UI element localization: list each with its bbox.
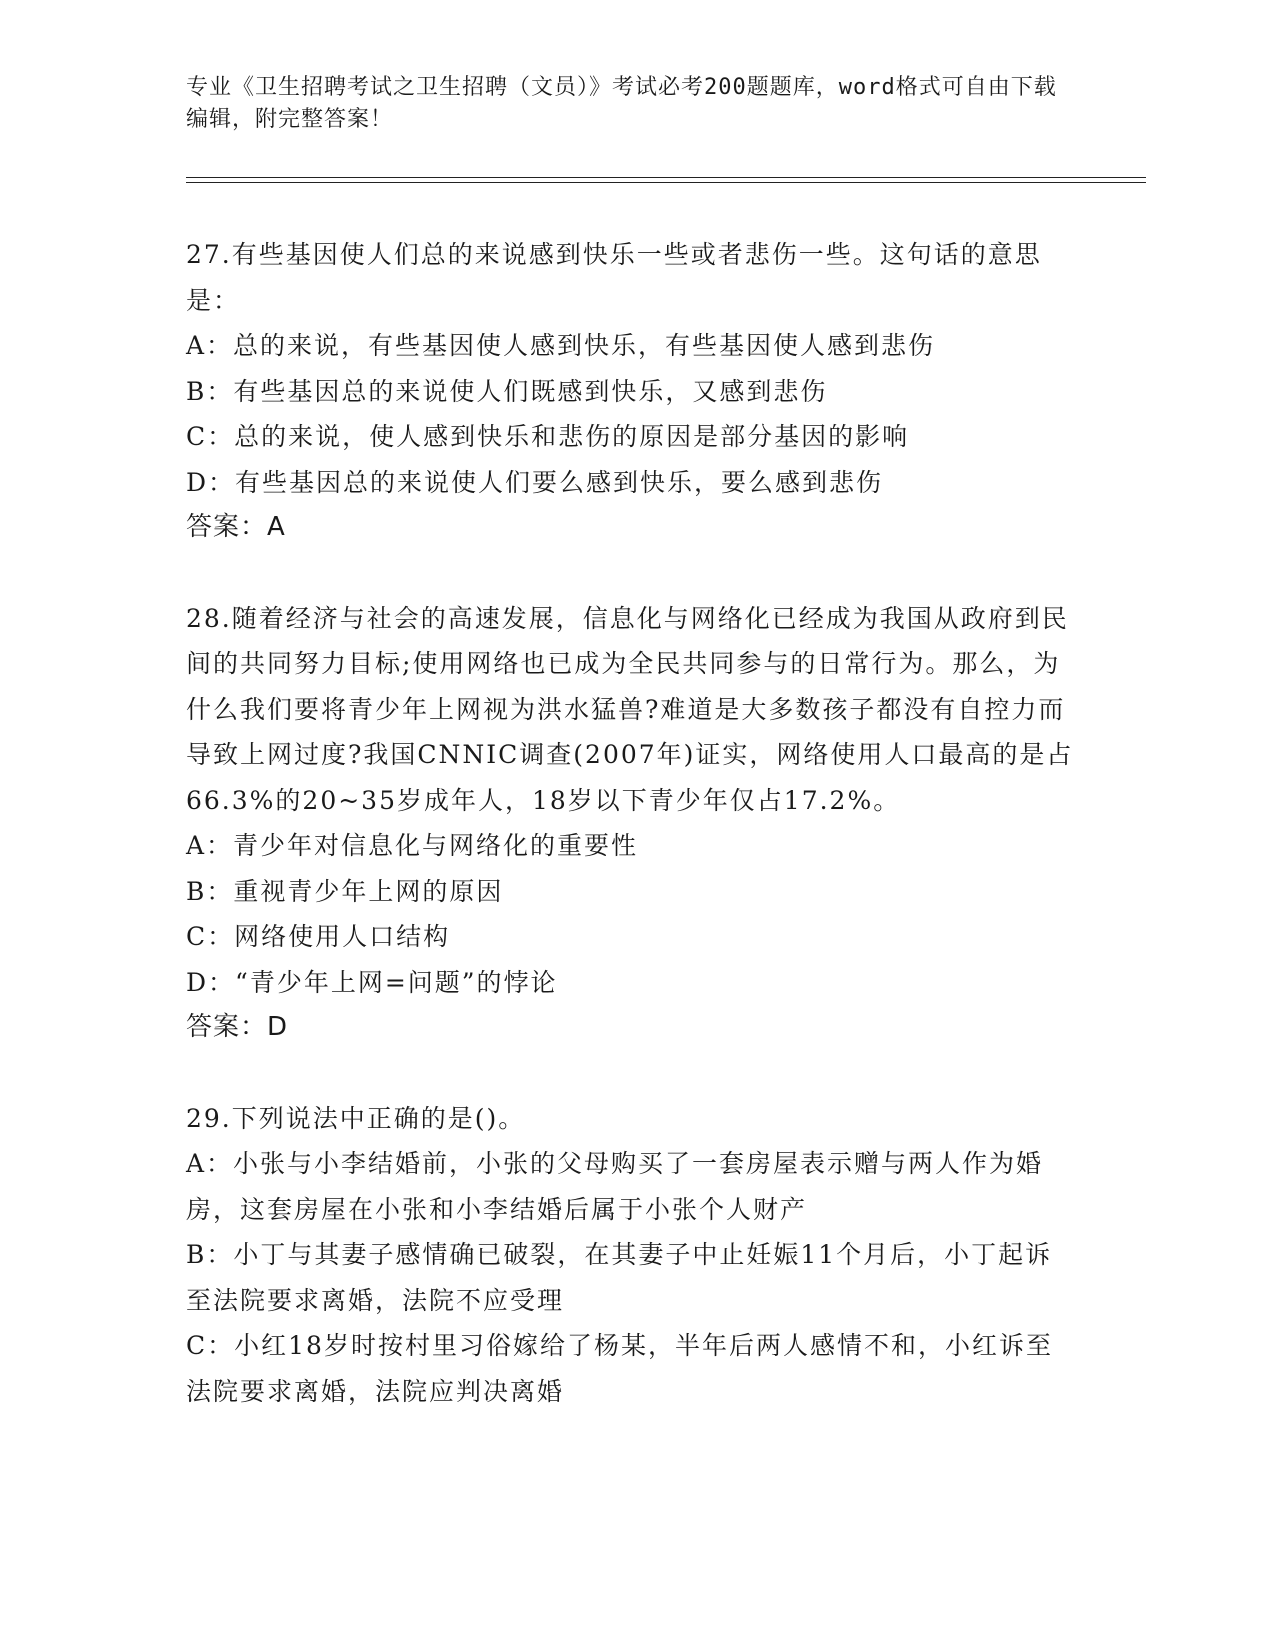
question-stem: 27.有些基因使人们总的来说感到快乐一些或者悲伤一些。这句话的意思是：	[186, 240, 1042, 315]
question-list	[186, 232, 1076, 1414]
option-b: B：重视青少年上网的原因	[186, 876, 504, 906]
answer-label: 答案：A	[186, 512, 286, 542]
option-d: D：有些基因总的来说使人们要么感到快乐，要么感到悲伤	[186, 467, 884, 497]
header-divider-bottom	[186, 182, 1146, 183]
option-a: A：小张与小李结婚前，小张的父母购买了一套房屋表示赠与两人作为婚房，这套房屋在小张和小李结婚后属于小张个人财产	[186, 1149, 1044, 1224]
option-d: D：“青少年上网=问题”的悖论	[186, 967, 558, 997]
question-stem: 28.随着经济与社会的高速发展，信息化与网络化已经成为我国从政府到民间的共同努力目标;使用网络也已成为全民共同参与的日常行为。那么，为什么我们要将青少年上网视为洪水猛兽?难道是大多数孩子都没有自控力而导致上网过度?我国CNNIC调查(2007年)证实，网络使用人口最高的是占66.3%的20~35岁成年人，18岁以下青少年仅占17.2%。	[186, 603, 1074, 815]
header-divider-top	[186, 177, 1146, 178]
option-a: A：总的来说，有些基因使人感到快乐，有些基因使人感到悲伤	[186, 331, 936, 360]
option-b: B：小丁与其妻子感情确已破裂，在其妻子中止妊娠11个月后，小丁起诉至法院要求离婚，法院不应受理	[186, 1240, 1053, 1315]
option-c: C：网络使用人口结构	[186, 922, 451, 951]
document-header: 专业《卫生招聘考试之卫生招聘（文员）》考试必考200题题库，word格式可自由下载编辑，附完整答案！	[186, 75, 1057, 132]
question-29	[186, 1096, 1076, 1415]
answer-label: 答案：D	[186, 1012, 289, 1042]
option-c: C：总的来说，使人感到快乐和悲伤的原因是部分基因的影响	[186, 422, 910, 451]
option-b: B：有些基因总的来说使人们既感到快乐，又感到悲伤	[186, 376, 828, 406]
option-a: A：青少年对信息化与网络化的重要性	[186, 831, 639, 860]
question-27	[186, 232, 1076, 551]
option-c: C：小红18岁时按村里习俗嫁给了杨某，半年后两人感情不和，小红诉至法院要求离婚，法院应判决离婚	[186, 1331, 1053, 1406]
question-28	[186, 596, 1076, 1051]
question-stem: 29.下列说法中正确的是()。	[186, 1103, 526, 1133]
